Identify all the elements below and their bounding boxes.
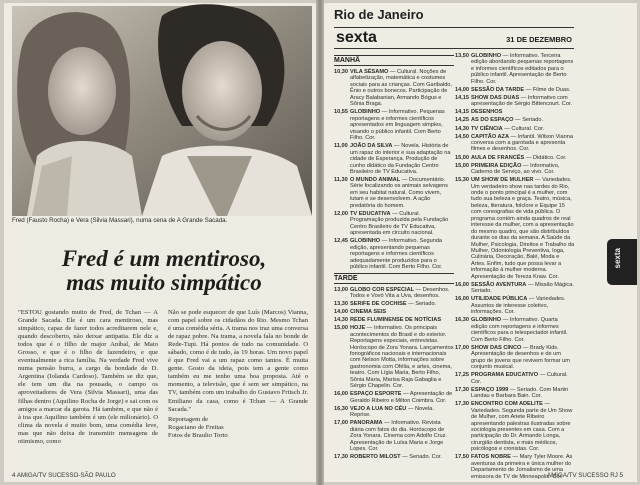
schedule-entry xyxy=(455,177,575,280)
entry-description: — Cultural. Noções de alfabetização, matemática e costumes sociais para as crianças. Com Garibaldo, Ênio e outros bonecos. Participação de Aracy Balabanian, Armando Bógus e Sônia Braga. xyxy=(350,69,452,108)
entry-description: — Cultural. Cor. xyxy=(471,372,568,385)
article-body xyxy=(18,309,308,454)
left-page xyxy=(4,3,316,482)
entry-description: — Brady Kids. Apresentação de desenhos e de um grupo de jovens que revivem formar um conjunto musical. xyxy=(471,344,570,371)
schedule-column-right xyxy=(455,53,575,480)
entry-description: — Infantil. Wilson Vianna conversa com a garotada e apresenta filmes e desenhos. Cor. xyxy=(471,133,573,153)
entry-program-name: GLOBINHO xyxy=(471,53,502,59)
article-text-2: Não se pode esquecer de que Luís (Marcos) Vianna, com papel sobre os cidadãos do Rio. Mesmo Tchan é uma comédia séria. A trama nos traz uma conversa de rapaz pobre. Na trama, a novela fala no bonde de Rede-Tupi. Há pontos de tudo na comunidade. O sábado, como é de tudo, às 19 horas. Um novo papel é que Fred vai a um rapaz como tantos. É muita gente. Gosto da ideia, pois tem a gente como também eu me tenho uma boa proposta. Até o momento, a televisão, que é sem ser simpático, na TV, também com um trabalho do Gustavo Fritsch Jr. Emiliano da casa, como é Tchan — A Grande Sacada." xyxy=(168,309,308,413)
article-text-1: "ESTOU gostando muito de Fred, de Tchan — A Grande Sacada. Ele é um cara mentiroso, mas simpático, capaz de fazer todos acreditarem nele e, quando descoberto, não deixar antipatia. Ele diz a todos que é o filho de major Aníbal, de Mato Grosso, e que é o filho de fazendeiro, e que eventualmente a rica família. Na verdade Fred vive numa pensão burra, a cargo da bondade de D. Argentina (Iolanda Cardoso). Também se diz que, ele tem um dia na pousada, o campo os aproveitadores de Vera (Silvia Massari), uma das filhas dentro (Aquilino Rocha de Jorge) e sai com os amigos a marcar da garota. Há também, e que não é à toa que Aquilino também é um (ele milionário). O clima da novela é muito bom, uma comédia leve, mas que não deixa de transmitir mensagens de otimismo, como xyxy=(18,309,158,445)
entry-time: 13,00 xyxy=(334,286,348,293)
day-header xyxy=(334,27,574,49)
entry-description: — Variedades. Um verdadeiro show nas tardes do Rio, onde o ponto principal é a mulher, com tudo sua beleza e graça. Teatro, música, beleza, literatura, folclore e Equipe 15 com coreografias de vida pública. O programa contém ainda quadros de real interesse da mulher, com a apresentação do mesmo quadro, que são distribuídos durante os dias da semana. A Saúde da Mulher, Psicologia, Direitos e Trabalho da Mulher, Odontologia Preventiva, Ioga, Culinária, Decoração, Balé, Moda e Artes. Enfim, tudo que possa levar a informação à mulher moderna. Apresentação de Tereza Kraw. Cor. xyxy=(471,177,575,280)
entry-time: 14,30 xyxy=(334,317,348,324)
entry-time: 17,30 xyxy=(455,386,469,393)
article-column-2 xyxy=(168,309,308,440)
entry-time: 16,00 xyxy=(334,391,348,398)
entry-time: 14,00 xyxy=(455,86,469,93)
page-gutter xyxy=(316,0,324,485)
schedule-entry xyxy=(455,109,575,115)
entry-time: 15,00 xyxy=(455,154,469,161)
entry-description: — Cultural. Programação produzida pela Fundação Centro Brasileiro de TV Educativa, apresentada em circuito nacional. xyxy=(350,210,449,237)
entry-time: 16,30 xyxy=(334,405,348,412)
schedule-entry xyxy=(334,391,454,404)
article-column-1 xyxy=(18,309,158,446)
entry-description: — Informativo. Terceira edição abordando pequenas reportagens e informes científicos editados para o público infantil. Apresentação de Berto Filho. Cor. xyxy=(471,53,574,85)
entry-program-name: GLOBO COR ESPECIAL xyxy=(350,286,415,293)
entry-description: — Informativo. Revista diária com fatos do dia. Horóscopo de Zora Yonara. Cinema com Adolfo Cruz. Apresentação de Luísa Maria e Jorge Lopes. Cor. xyxy=(350,420,448,453)
entry-description: — Didático. Cor. xyxy=(525,154,567,161)
entry-program-name: SHOW DAS CINCO xyxy=(471,344,522,351)
entry-description: — Informativo. Quarta edição com reportagens e informes científicos para o telespectador infantil. Com Berto Filho. Cor. xyxy=(471,317,568,343)
schedule-entry xyxy=(455,387,575,400)
entry-program-name: FATOS NOBRE xyxy=(471,454,511,461)
entry-description: — Novela. História de um rapaz do interior e sua adaptação na cidade de Esperança. Produção de cunho didático da Fundação Centro Brasileiro de TV Educativa. xyxy=(350,143,451,175)
headline-line-1: Fred é um mentiroso, xyxy=(61,246,267,271)
entry-program-name: ESPAÇO ESPORTE xyxy=(350,391,402,398)
entry-program-name: CAPITÃO AZA xyxy=(471,133,510,140)
schedule-entry xyxy=(334,309,454,315)
entry-time: 17,50 xyxy=(455,454,469,461)
entry-program-name: SHOW DAS DUAS xyxy=(471,94,520,101)
schedule-section-header: MANHÃ xyxy=(334,55,454,66)
city-title: Rio de Janeiro xyxy=(334,7,424,22)
entry-program-name: JOÃO DA SILVA xyxy=(350,143,393,150)
entry-time: 17,30 xyxy=(455,401,469,408)
entry-time: 17,25 xyxy=(455,372,469,379)
entry-time: 14,50 xyxy=(455,133,469,140)
schedule-entry xyxy=(334,69,454,108)
entry-description: — Mary Tyler Moore. As aventuras da primeira e única mulher do Departamento de Jornalismo de uma emissora de TV de Minneapolis. Cor. xyxy=(471,454,573,480)
entry-description: — Seriado. Cor. xyxy=(402,454,442,461)
entry-program-name: PROGRAMA EDUCATIVO xyxy=(471,372,539,379)
entry-time: 10,30 xyxy=(334,69,348,75)
entry-time: 13,30 xyxy=(334,301,348,308)
entry-time: 15,30 xyxy=(455,177,469,184)
schedule-entry xyxy=(455,372,575,385)
credit-line: Fotos de Braulio Torto xyxy=(168,431,228,439)
entry-description: — Informativo. Segunda edição, apresentando pequenas reportagens e informes científicos adequadamente produzidos para o público infantil. Com Berto Filho. Cor. xyxy=(350,238,443,271)
schedule-entry xyxy=(334,406,454,419)
schedule-entry xyxy=(334,109,454,141)
entry-description: — Cultural. Cor. xyxy=(504,125,545,132)
credit-line: Reportagem de xyxy=(168,415,209,423)
entry-description: — Informativo, Caderno de Serviço, ao vivo. Cor. xyxy=(471,162,560,175)
entry-description: — Variedades. Assuntos de interesse coletivo, informações. Cor. xyxy=(471,296,566,316)
schedule-entry xyxy=(455,282,575,295)
schedule-entry xyxy=(334,301,454,307)
entry-time: 12,00 xyxy=(334,210,348,217)
schedule-entry xyxy=(455,401,575,453)
entry-program-name: ENCONTRO COM ADELITE xyxy=(471,401,543,408)
entry-description: — Seriado. Com Martin Landau e Barbara Bain. Cor. xyxy=(471,386,569,400)
entry-time: 16,00 xyxy=(455,296,469,303)
article-headline xyxy=(24,247,304,295)
page-footer-left: 4 AMIGA/TV SUCESSO-SÃO PAULO xyxy=(12,472,116,479)
entry-description: — Novela. Reprise. xyxy=(350,405,434,419)
entry-time: 17,00 xyxy=(455,344,469,351)
entry-time: 14,15 xyxy=(455,94,469,101)
entry-program-name: REDE FLUMINENSE DE NOTÍCIAS xyxy=(350,317,442,324)
article-credit xyxy=(168,416,308,440)
entry-program-name: CINEMA SEIS xyxy=(350,309,387,316)
entry-program-name: ROBERTO MILOST xyxy=(350,454,401,461)
headline-line-2: mas muito simpático xyxy=(66,270,262,295)
schedule-section-header: TARDE xyxy=(334,273,454,284)
article-photo xyxy=(12,6,312,216)
entry-time: 16,00 xyxy=(455,281,469,288)
entry-description: — Desenhos. Todos e Vovó Vita a Uva, desenhos. xyxy=(350,286,450,300)
schedule-column-left xyxy=(334,53,454,473)
schedule-entry xyxy=(334,454,454,460)
entry-time: 17,00 xyxy=(334,420,348,427)
entry-time: 15,00 xyxy=(334,325,348,332)
entry-description: — Apresentação de Geraldo Ribeiro e Milton Coimbra. Cor. xyxy=(350,391,453,404)
entry-time: 16,30 xyxy=(455,317,469,324)
schedule-entry xyxy=(455,87,575,93)
entry-description: — Missão Mágica. Seriado. xyxy=(471,281,574,295)
entry-program-name: PANORAMA xyxy=(350,420,383,427)
entry-program-name: VEJO A LUA NO CÉU xyxy=(350,405,407,412)
entry-program-name: PRIMEIRA EDIÇÃO xyxy=(471,162,522,169)
schedule-entry xyxy=(334,420,454,452)
date-label: 31 DE DEZEMBRO xyxy=(506,35,572,44)
entry-time: 14,00 xyxy=(334,309,348,316)
entry-program-name: HOJE xyxy=(350,325,366,332)
side-tab-label: sexta xyxy=(613,248,622,269)
entry-time: 14,15 xyxy=(455,109,469,116)
entry-time: 15,00 xyxy=(455,162,469,169)
entry-time: 17,30 xyxy=(334,454,348,461)
entry-program-name: UTILIDADE PÚBLICA xyxy=(471,296,528,303)
entry-program-name: ESPAÇO 1999 xyxy=(471,386,509,393)
schedule-entry xyxy=(334,143,454,175)
entry-program-name: AULA DE FRANCÊS xyxy=(471,154,525,161)
schedule-entry xyxy=(455,117,575,123)
photo-caption: Fred (Fausto Rocha) e Vera (Silvia Massari), numa cena de A Grande Sacada. xyxy=(12,217,228,224)
entry-description: — Informativo com apresentação de Sérgio Bittencourt. Cor. xyxy=(471,94,573,108)
entry-program-name: GLOBINHO xyxy=(471,317,502,324)
entry-program-name: TV EDUCATIVA xyxy=(350,210,391,217)
right-page xyxy=(324,3,637,482)
entry-time: 12,45 xyxy=(334,238,348,245)
credit-line: Rogaciano de Freitas xyxy=(168,423,224,431)
entry-time: 14,30 xyxy=(455,125,469,132)
schedule-entry xyxy=(334,211,454,237)
entry-description: — Seriado. xyxy=(515,117,544,124)
entry-time: 11,30 xyxy=(334,177,348,184)
entry-description: — Informativo. Os principais acontecimentos do Brasil e do exterior. Reportagens especiais, entrevistas. Horóscopo de Zora Yonara. Lançamentos fonográficos nacionais e internacionais com Nelson Motta, informações sobre gastronomia com Ofélia, e artes, cinema, teatro. Com Lígia Maria, Berto Filho, Sônia Maria, Marisa Raja Gabaglia e Sérgio Chapelin. Cor. xyxy=(350,325,454,390)
photo-illustration xyxy=(12,6,312,216)
schedule-entry xyxy=(334,287,454,300)
entry-description: — Variedades. Segunda parte de Um Show de Mulher, com Ariete Ribeiro apresentando palestras ilustradas sobre sociologia presentes em casa. Com a participação do Dr. Armando Longa, cirurgião dentista, e mais médicos, psicólogos e cronistas. Cor. xyxy=(471,401,573,453)
entry-program-name: TV CIÊNCIA xyxy=(471,125,503,132)
schedule-entry xyxy=(455,134,575,153)
entry-program-name: DESENHOS xyxy=(471,109,503,116)
schedule-entry xyxy=(334,325,454,390)
entry-time: 11,00 xyxy=(334,143,348,150)
schedule-entry xyxy=(455,296,575,315)
schedule-entry xyxy=(334,177,454,209)
schedule-entry xyxy=(455,155,575,161)
schedule-entry xyxy=(455,345,575,371)
entry-program-name: O MUNDO ANIMAL xyxy=(350,177,401,184)
entry-program-name: UM SHOW DE MULHER xyxy=(471,177,534,184)
entry-program-name: VILA SÉSAMO xyxy=(350,69,389,75)
schedule-entry xyxy=(455,53,575,85)
schedule-entry xyxy=(455,95,575,108)
entry-program-name: GLOBINHO xyxy=(350,238,381,245)
schedule-entry xyxy=(455,126,575,132)
entry-time: 13,50 xyxy=(455,53,469,59)
day-name: sexta xyxy=(336,29,377,46)
entry-description: — Informativo. Pequenas reportagens e informes científicos apresentados em linguagem simples, visando o público infantil. Com Berto Filho. Cor. xyxy=(350,109,445,142)
schedule-entry xyxy=(455,317,575,343)
entry-program-name: SERIFE DE COCHISE xyxy=(350,301,407,308)
entry-program-name: SESSÃO AVENTURA xyxy=(471,281,527,288)
entry-time: 10,55 xyxy=(334,109,348,116)
schedule-entry xyxy=(334,317,454,323)
entry-program-name: AS DO ESPAÇO xyxy=(471,117,514,124)
schedule-entry xyxy=(334,238,454,270)
entry-description: — Seriado. xyxy=(408,301,437,308)
side-day-tab xyxy=(607,239,637,285)
page-footer-right: AMIGA/TV SUCESSO RJ 5 xyxy=(547,472,623,479)
entry-description: — Documentário. Série focalizando os animais selvagens em seu habitat natural. Como vivem, lutam e se desenvolvem. A ação predatória do homem. xyxy=(350,177,448,209)
entry-program-name: GLOBINHO xyxy=(350,109,381,116)
entry-time: 14,25 xyxy=(455,117,469,124)
entry-program-name: SESSÃO DA TARDE xyxy=(471,86,525,93)
schedule-entry xyxy=(455,163,575,176)
entry-description: — Filme de Duas. xyxy=(525,86,571,93)
